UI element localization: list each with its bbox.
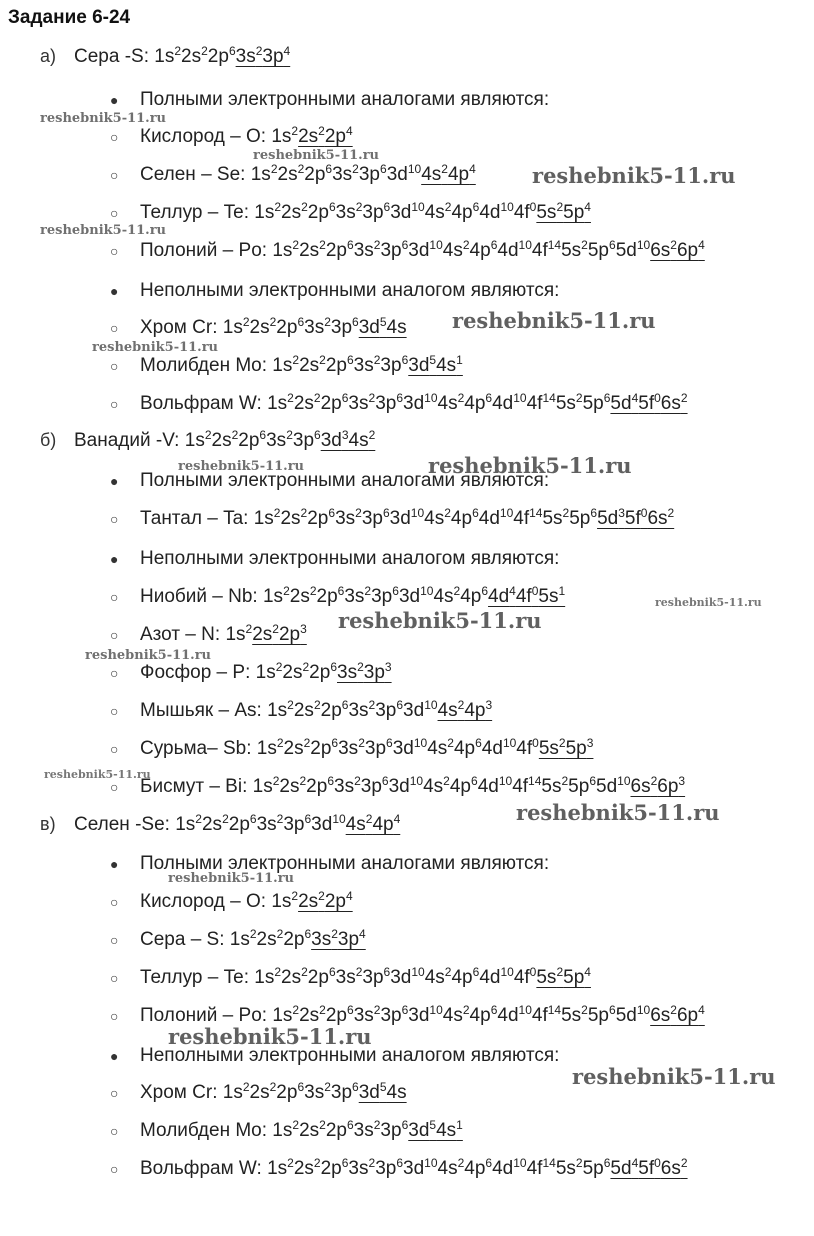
valence-shell: $5d^45f^06s^2$	[610, 391, 688, 414]
circle-marker: ○	[110, 396, 119, 412]
section-marker: в)	[40, 814, 56, 834]
valence-shell: $4s^24p^4$	[345, 812, 401, 835]
partial-analogs-header	[140, 280, 559, 302]
circle-marker: ○	[110, 511, 119, 527]
valence-shell: $3s^23p^4$	[235, 44, 291, 67]
watermark: reshebnik5-11.ru	[572, 1064, 776, 1089]
valence-shell: $3d^54s^1$	[408, 1118, 463, 1141]
analog-item: Теллур – Te: $1s^22s^22p^63s^23p^63d^{10}4s^24p^64d^{10}4f^05s^25p^4$	[140, 965, 591, 988]
circle-marker: ○	[110, 932, 119, 948]
watermark: reshebnik5-11.ru	[85, 648, 212, 663]
analog-item: Тантал – Ta: $1s^22s^22p^63s^23p^63d^{10}4s^24p^64d^{10}4f^{14}5s^25p^65d^35f^06s^2$	[140, 506, 675, 529]
valence-shell: $4s^24p^3$	[437, 698, 493, 721]
valence-shell: $6s^26p^4$	[650, 238, 705, 261]
valence-shell: $5s^25p^3$	[538, 736, 594, 759]
element-name: Кислород – O:	[140, 891, 272, 912]
analog-item: Сурьма– Sb: $1s^22s^22p^63s^23p^63d^{10}4s^24p^64d^{10}4f^05s^25p^3$	[140, 736, 594, 759]
element-name: Полными электронными аналогами являются:	[140, 853, 550, 874]
analog-item: Кислород – O: $1s^22s^22p^4$	[140, 124, 353, 147]
watermark: reshebnik5-11.ru	[655, 596, 762, 609]
circle-marker: ○	[110, 779, 119, 795]
page-title: Задание 6-24	[8, 7, 131, 28]
element-name: Полоний – Po:	[140, 240, 273, 261]
full-analogs-header	[140, 89, 549, 111]
valence-shell: $3d^34s^2$	[320, 428, 376, 451]
circle-marker: ○	[110, 703, 119, 719]
element-name: Теллур – Te:	[140, 202, 255, 223]
circle-marker: ○	[110, 741, 119, 757]
circle-marker: ○	[110, 1161, 119, 1177]
circle-marker: ○	[110, 205, 119, 221]
analog-item: Вольфрам W: $1s^22s^22p^63s^23p^63d^{10}4s^24p^64d^{10}4f^{14}5s^25p^65d^45f^06s^2$	[140, 1156, 688, 1179]
circle-marker: ○	[110, 1085, 119, 1101]
element-name: Ниобий – Nb:	[140, 586, 263, 607]
element-name: Вольфрам W:	[140, 1158, 268, 1179]
section-heading: Ванадий -V: $1s^22s^22p^63s^23p^63d^34s^2$	[74, 428, 376, 451]
valence-shell: $3d^54s^1$	[408, 353, 463, 376]
element-name: Азот – N:	[140, 624, 226, 645]
valence-shell: $4d^44f^05s^1$	[488, 584, 566, 607]
element-name: Селен -Se:	[74, 814, 176, 835]
element-name: Фосфор – P:	[140, 662, 256, 683]
watermark: reshebnik5-11.ru	[338, 608, 542, 633]
analog-item: Кислород – O: $1s^22s^22p^4$	[140, 889, 353, 912]
watermark: reshebnik5-11.ru	[178, 459, 305, 474]
analog-item: Теллур – Te: $1s^22s^22p^63s^23p^63d^{10}4s^24p^64d^{10}4f^05s^25p^4$	[140, 200, 591, 223]
circle-marker: ○	[110, 894, 119, 910]
valence-shell: $6s^26p^3$	[630, 774, 686, 797]
element-name: Неполными электронными аналогом являются:	[140, 1045, 560, 1066]
element-name: Неполными электронными аналогом являются:	[140, 548, 560, 569]
bullet-marker: ●	[110, 473, 119, 489]
valence-shell: $2s^22p^4$	[298, 124, 353, 147]
watermark: reshebnik5-11.ru	[532, 163, 736, 188]
element-name: Молибден Mo:	[140, 1120, 273, 1141]
watermark: reshebnik5-11.ru	[168, 1024, 372, 1049]
analog-item: Ниобий – Nb: $1s^22s^22p^63s^23p^63d^{10}4s^24p^64d^44f^05s^1$	[140, 584, 566, 607]
valence-shell: $6s^26p^4$	[650, 1003, 705, 1026]
watermark: reshebnik5-11.ru	[516, 800, 720, 825]
valence-shell: $3s^23p^3$	[337, 660, 392, 683]
element-name: Полоний – Po:	[140, 1005, 273, 1026]
valence-shell: $2s^22p^4$	[298, 889, 353, 912]
circle-marker: ○	[110, 358, 119, 374]
bullet-marker: ●	[110, 283, 119, 299]
element-name: Неполными электронными аналогом являются:	[140, 280, 560, 301]
valence-shell: $2s^22p^3$	[252, 622, 307, 645]
analog-item: Азот – N: $1s^22s^22p^3$	[140, 622, 307, 645]
analog-item: Селен – Se: $1s^22s^22p^63s^23p^63d^{10}4s^24p^4$	[140, 162, 476, 185]
valence-shell: $3d^54s$	[358, 315, 407, 338]
element-name: Полными электронными аналогами являются:	[140, 470, 550, 491]
element-name: Сера – S:	[140, 929, 230, 950]
element-name: Бисмут – Bi:	[140, 776, 253, 797]
element-name: Тантал – Ta:	[140, 508, 254, 529]
circle-marker: ○	[110, 665, 119, 681]
section-marker: а)	[40, 46, 57, 66]
bullet-marker: ●	[110, 92, 119, 108]
analog-item: Хром Cr: $1s^22s^22p^63s^23p^63d^54s$	[140, 315, 407, 338]
watermark: reshebnik5-11.ru	[40, 111, 167, 126]
element-name: Молибден Mo:	[140, 355, 273, 376]
valence-shell: $4s^24p^4$	[421, 162, 476, 185]
circle-marker: ○	[110, 320, 119, 336]
watermark: reshebnik5-11.ru	[428, 453, 632, 478]
watermark: reshebnik5-11.ru	[168, 871, 295, 886]
watermark: reshebnik5-11.ru	[92, 340, 219, 355]
analog-item: Полоний – Po: $1s^22s^22p^63s^23p^63d^{10}4s^24p^64d^{10}4f^{14}5s^25p^65d^{10}6s^26p^4$	[140, 238, 705, 261]
valence-shell: $5s^25p^4$	[536, 965, 591, 988]
bullet-marker: ●	[110, 1048, 119, 1064]
element-name: Полными электронными аналогами являются:	[140, 89, 550, 110]
watermark: reshebnik5-11.ru	[253, 148, 380, 163]
valence-shell: $5s^25p^4$	[536, 200, 591, 223]
bullet-marker: ●	[110, 856, 119, 872]
analog-item: Вольфрам W: $1s^22s^22p^63s^23p^63d^{10}4s^24p^64d^{10}4f^{14}5s^25p^65d^45f^06s^2$	[140, 391, 688, 414]
element-name: Сурьма– Sb:	[140, 738, 257, 759]
watermark: reshebnik5-11.ru	[452, 308, 656, 333]
circle-marker: ○	[110, 167, 119, 183]
circle-marker: ○	[110, 589, 119, 605]
valence-shell: $5d^35f^06s^2$	[597, 506, 675, 529]
analog-item: Фосфор – P: $1s^22s^22p^63s^23p^3$	[140, 660, 392, 683]
watermark: reshebnik5-11.ru	[40, 223, 167, 238]
analog-item: Молибден Mo: $1s^22s^22p^63s^23p^63d^54s^1$	[140, 353, 463, 376]
bullet-marker: ●	[110, 551, 119, 567]
analog-item: Мышьяк – As: $1s^22s^22p^63s^23p^63d^{10}4s^24p^3$	[140, 698, 493, 721]
analog-item: Хром Cr: $1s^22s^22p^63s^23p^63d^54s$	[140, 1080, 407, 1103]
partial-analogs-header	[140, 548, 559, 570]
circle-marker: ○	[110, 1008, 119, 1024]
element-name: Хром Cr:	[140, 317, 223, 338]
element-name: Сера -S:	[74, 46, 155, 67]
section-heading: Селен -Se: $1s^22s^22p^63s^23p^63d^{10}4s^24p^4$	[74, 812, 401, 835]
analog-item: Сера – S: $1s^22s^22p^63s^23p^4$	[140, 927, 366, 950]
valence-shell: $5d^45f^06s^2$	[610, 1156, 688, 1179]
circle-marker: ○	[110, 243, 119, 259]
element-name: Селен – Se:	[140, 164, 251, 185]
watermark: reshebnik5-11.ru	[44, 768, 151, 781]
analog-item: Полоний – Po: $1s^22s^22p^63s^23p^63d^{10}4s^24p^64d^{10}4f^{14}5s^25p^65d^{10}6s^26p^4$	[140, 1003, 705, 1026]
element-name: Вольфрам W:	[140, 393, 268, 414]
valence-shell: $3s^23p^4$	[311, 927, 366, 950]
element-name: Кислород – O:	[140, 126, 272, 147]
analog-item: Молибден Mo: $1s^22s^22p^63s^23p^63d^54s^1$	[140, 1118, 463, 1141]
circle-marker: ○	[110, 627, 119, 643]
element-name: Хром Cr:	[140, 1082, 223, 1103]
valence-shell: $3d^54s$	[358, 1080, 407, 1103]
circle-marker: ○	[110, 970, 119, 986]
circle-marker: ○	[110, 1123, 119, 1139]
element-name: Мышьяк – As:	[140, 700, 268, 721]
element-name: Ванадий -V:	[74, 430, 185, 451]
circle-marker: ○	[110, 129, 119, 145]
section-heading: Сера -S: $1s^22s^22p^63s^23p^4$	[74, 44, 291, 67]
element-name: Теллур – Te:	[140, 967, 255, 988]
section-marker: б)	[40, 430, 57, 450]
analog-item: Бисмут – Bi: $1s^22s^22p^63s^23p^63d^{10}4s^24p^64d^{10}4f^{14}5s^25p^65d^{10}6s^26p^3$	[140, 774, 686, 797]
